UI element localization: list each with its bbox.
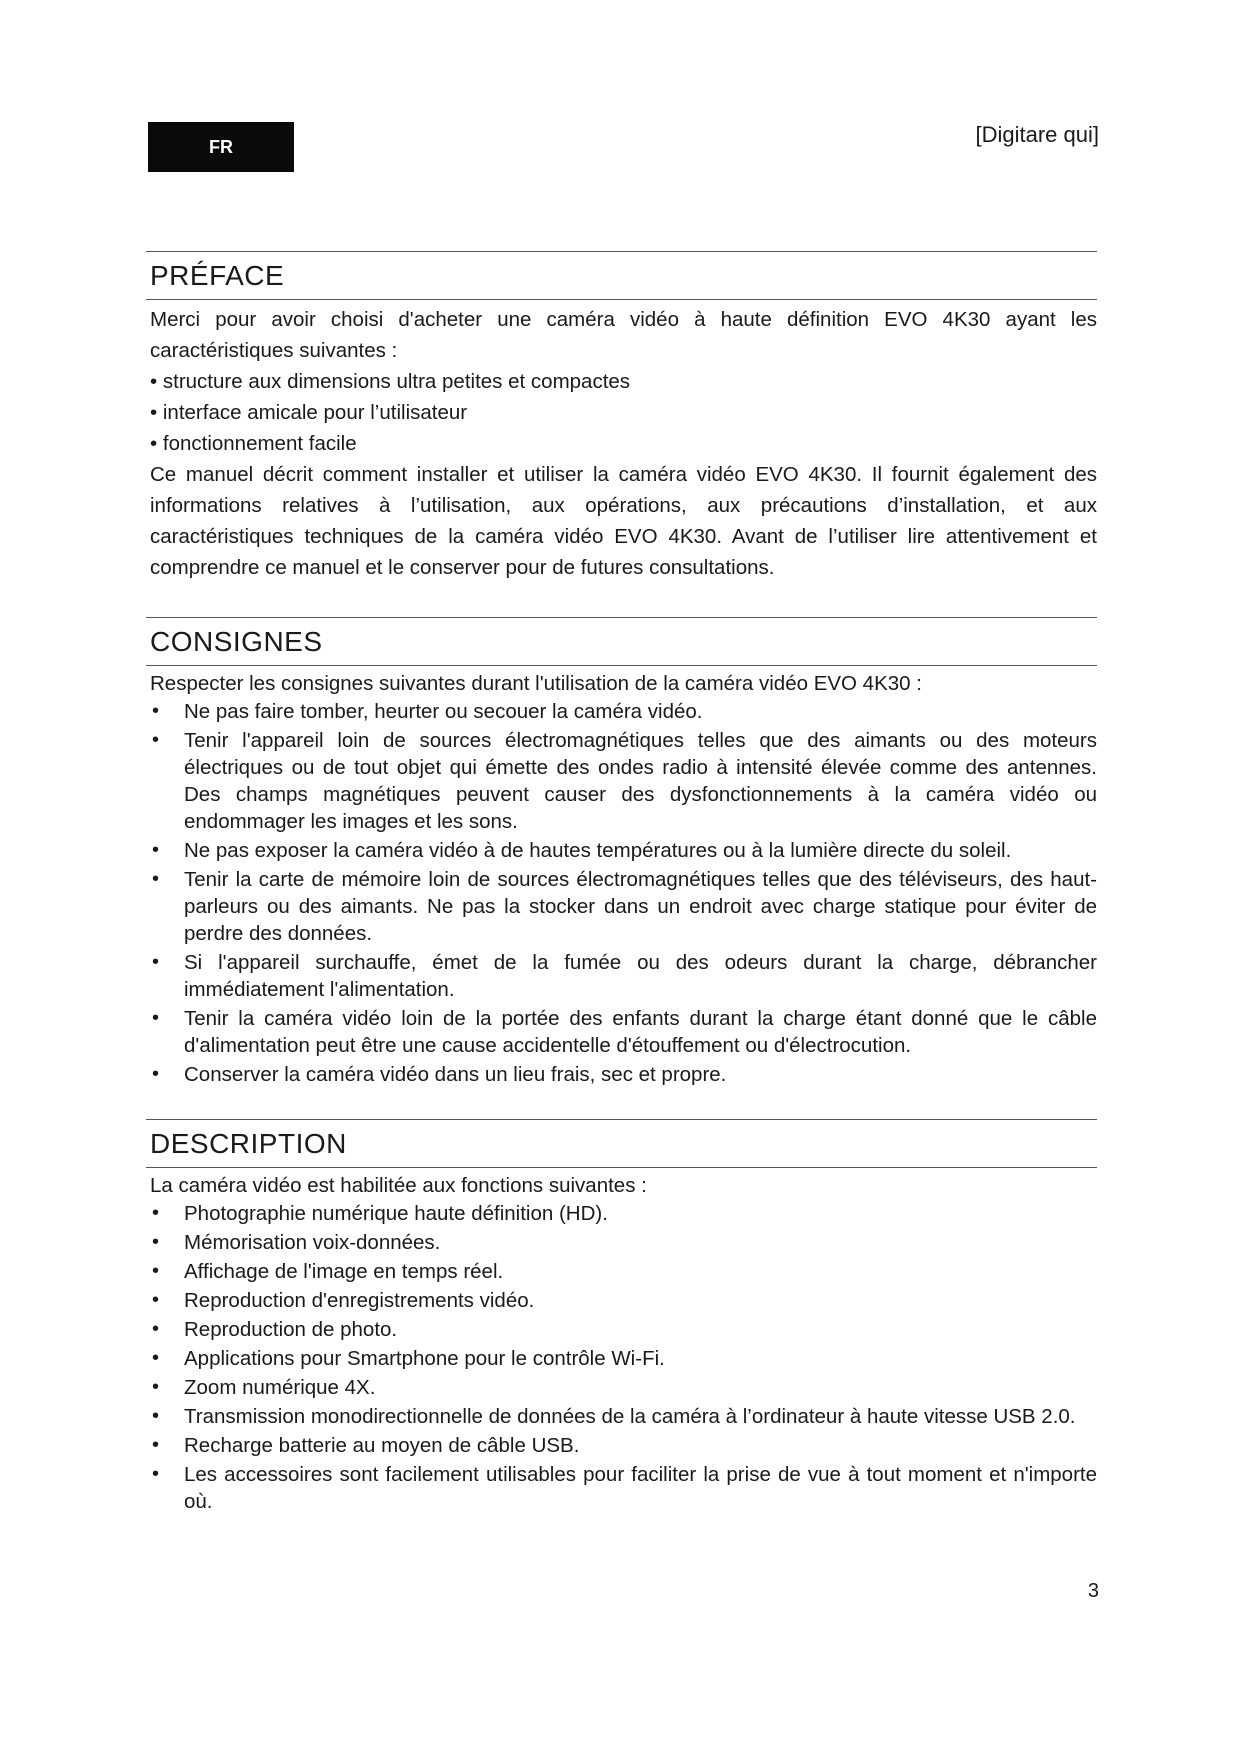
list-item: • Recharge batterie au moyen de câble USB. bbox=[146, 1432, 1097, 1459]
preface-heading: PRÉFACE bbox=[146, 251, 1097, 300]
consignes-section bbox=[146, 617, 1097, 1090]
list-item: • Les accessoires sont facilement utilisables pour faciliter la prise de vue à tout moment et n'importe où. bbox=[146, 1461, 1097, 1515]
consignes-heading: CONSIGNES bbox=[146, 617, 1097, 666]
list-item: • Conserver la caméra vidéo dans un lieu frais, sec et propre. bbox=[146, 1061, 1097, 1088]
page-number: 3 bbox=[1087, 1580, 1099, 1602]
header-placeholder: [Digitare qui] bbox=[975, 122, 1099, 147]
consignes-intro: Respecter les consignes suivantes durant l'utilisation de la caméra vidéo EVO 4K30 : bbox=[150, 672, 922, 695]
preface-feature: • fonctionnement facile bbox=[150, 432, 357, 455]
list-item: • Si l'appareil surchauffe, émet de la fumée ou des odeurs durant la charge, débrancher immédiatement l'alimentation. bbox=[146, 949, 1097, 1003]
preface-intro: Merci pour avoir choisi d'acheter une caméra vidéo à haute définition EVO 4K30 ayant les caractéristiques suivantes : bbox=[150, 308, 1097, 362]
list-item: • Transmission monodirectionnelle de données de la caméra à l’ordinateur à haute vitesse USB 2.0. bbox=[146, 1403, 1097, 1430]
list-item: • Reproduction de photo. bbox=[146, 1316, 1097, 1343]
preface-closing: Ce manuel décrit comment installer et utiliser la caméra vidéo EVO 4K30. Il fournit également des informations relatives à l’utilisation, aux opérations, aux précautions d’installation, et aux caractéristiques techniques de la caméra vidéo EVO 4K30. Avant de l’utiliser lire attentivement et comprendre ce manuel et le conserver pour de futures consultations. bbox=[150, 463, 1097, 579]
description-list bbox=[146, 1200, 1097, 1515]
list-item: • Ne pas exposer la caméra vidéo à de hautes températures ou à la lumière directe du soleil. bbox=[146, 837, 1097, 864]
list-item: • Tenir la carte de mémoire loin de sources électromagnétiques telles que des téléviseurs, des haut-parleurs ou des aimants. Ne pas la stocker dans un endroit avec charge statique pour éviter de perdre des données. bbox=[146, 866, 1097, 947]
list-item: • Photographie numérique haute définition (HD). bbox=[146, 1200, 1097, 1227]
list-item: • Tenir l'appareil loin de sources électromagnétiques telles que des aimants ou des moteurs électriques ou de tout objet qui émette des ondes radio à intensité élevée comme des antennes. Des champs magnétiques peuvent causer des dysfonctionnements à la caméra vidéo ou endommager les images et les sons. bbox=[146, 727, 1097, 835]
consignes-list bbox=[146, 698, 1097, 1088]
list-item: • Zoom numérique 4X. bbox=[146, 1374, 1097, 1401]
preface-feature: • structure aux dimensions ultra petites et compactes bbox=[150, 370, 631, 393]
description-section bbox=[146, 1119, 1097, 1517]
list-item: • Affichage de l'image en temps réel. bbox=[146, 1258, 1097, 1285]
list-item: • Reproduction d'enregistrements vidéo. bbox=[146, 1287, 1097, 1314]
language-badge: FR bbox=[148, 122, 294, 172]
list-item: • Mémorisation voix-données. bbox=[146, 1229, 1097, 1256]
preface-feature: • interface amicale pour l’utilisateur bbox=[150, 401, 468, 424]
list-item: • Applications pour Smartphone pour le contrôle Wi-Fi. bbox=[146, 1345, 1097, 1372]
preface-section bbox=[146, 251, 1097, 583]
list-item: • Tenir la caméra vidéo loin de la portée des enfants durant la charge étant donné que le câble d'alimentation peut être une cause accidentelle d'étouffement ou d'électrocution. bbox=[146, 1005, 1097, 1059]
description-intro: La caméra vidéo est habilitée aux fonctions suivantes : bbox=[150, 1174, 647, 1197]
list-item: • Ne pas faire tomber, heurter ou secouer la caméra vidéo. bbox=[146, 698, 1097, 725]
description-heading: DESCRIPTION bbox=[146, 1119, 1097, 1168]
